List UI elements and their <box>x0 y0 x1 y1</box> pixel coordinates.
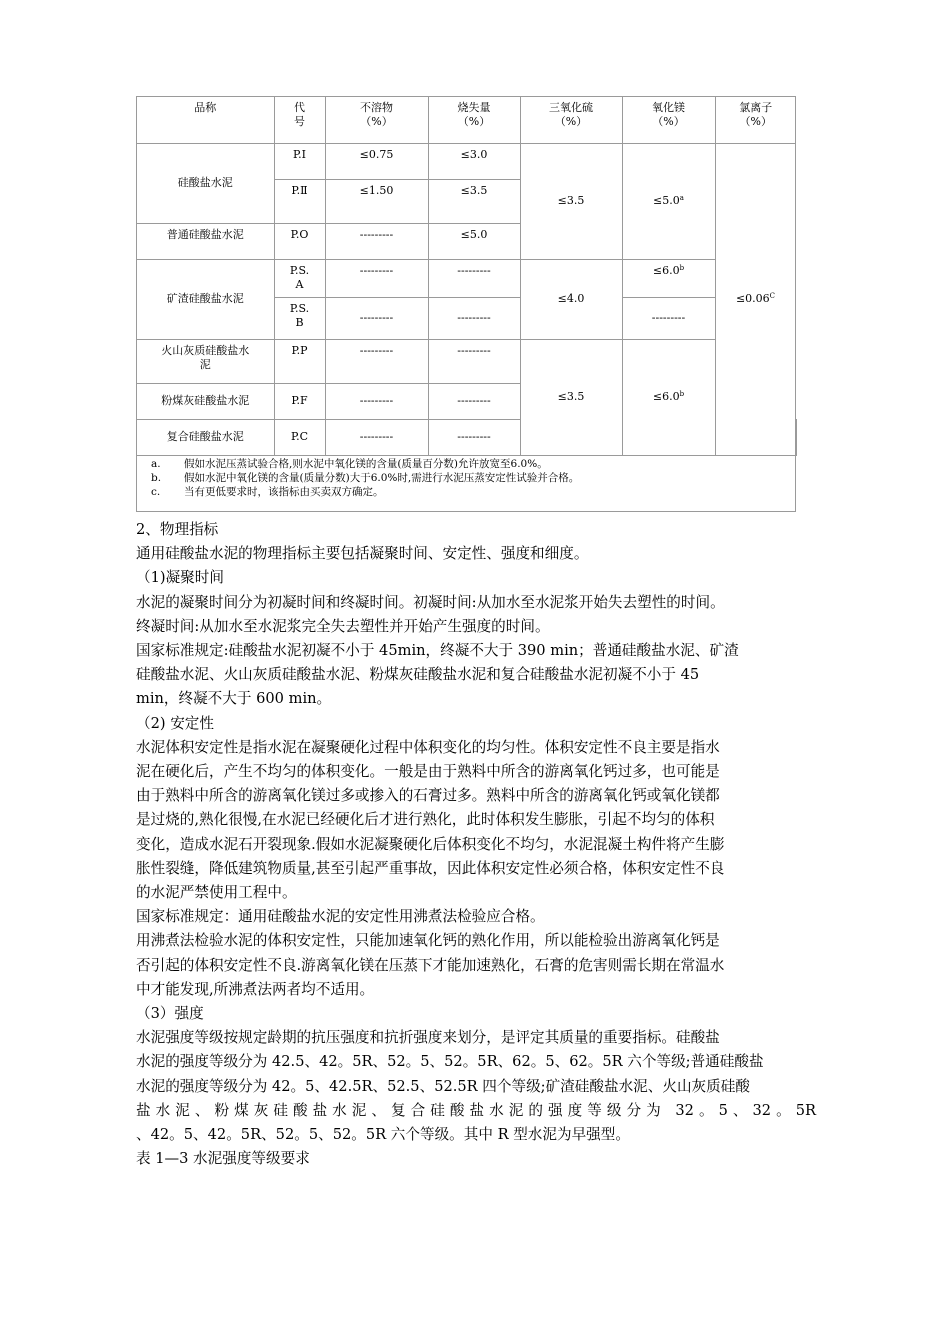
header-code: 代 号 <box>274 97 325 143</box>
setting-time-line: 水泥的凝聚时间分为初凝时间和终凝时间。初凝时间:从加水至水泥浆开始失去塑性的时间。 <box>136 593 725 611</box>
cell-insoluble: --------- <box>325 223 428 259</box>
chemical-spec-table <box>137 97 796 456</box>
cell-mgo: ≤5.0$^a$ <box>622 143 715 259</box>
setting-time-heading: （1)凝聚时间 <box>136 569 224 587</box>
cell-chloride: $\le 0.06^C$ <box>715 143 796 455</box>
cell-code: P.Ⅰ <box>274 143 325 179</box>
cell-mgo: ≤6.0$^b$ <box>622 259 715 297</box>
cell-mgo: ≤6.0$^b$ <box>622 339 715 455</box>
cell-loss: ≤3.0 <box>428 143 520 179</box>
cell-mgo: --------- <box>622 297 715 339</box>
header-insoluble: 不溶物 （%） <box>325 97 428 143</box>
cell-insoluble: --------- <box>325 419 428 455</box>
document-body <box>136 518 816 1171</box>
setting-time-line: 终凝时间:从加水至水泥浆完全失去塑性并开始产生强度的时间。 <box>136 617 550 635</box>
cell-code: P.P <box>274 339 325 383</box>
cell-code: P.S. A <box>274 259 325 297</box>
table-row <box>137 143 796 179</box>
boiling-method-line: 否引起的体积安定性不良.游离氧化镁在压蒸下才能加速熟化，石膏的危害则需长期在常温水 <box>136 956 725 974</box>
soundness-line: 是过烧的,熟化很慢,在水泥已经硬化后才进行熟化，此时体积发生膨胀，引起不均匀的体积 <box>136 811 715 829</box>
cell-loss: --------- <box>428 297 520 339</box>
strength-heading: （3）强度 <box>136 1005 204 1023</box>
cell-loss: --------- <box>428 419 520 455</box>
boiling-method-line: 中才能发现,所沸煮法两者均不适用。 <box>136 980 375 998</box>
soundness-standard: 国家标准规定：通用硅酸盐水泥的安定性用沸煮法检验应合格。 <box>136 908 545 926</box>
note-b: b. 假如水泥中氧化镁的含量(质量分数)大于6.0%时,需进行水泥压蒸安定性试验并合格。 <box>151 472 580 484</box>
boiling-method-line: 用沸煮法检验水泥的体积安定性，只能加速氧化钙的熟化作用，所以能检验出游离氧化钙是 <box>136 932 720 950</box>
table-notes <box>151 457 579 499</box>
cell-code: P.C <box>274 419 325 455</box>
cell-so3: ≤3.5 <box>520 143 622 259</box>
note-a: a. 假如水泥压蒸试验合格,则水泥中氧化镁的含量(质量百分数)允许放宽至6.0%。 <box>151 458 548 470</box>
cell-insoluble: --------- <box>325 339 428 383</box>
cell-ordinary-cement: 普通硅酸盐水泥 <box>137 223 274 259</box>
setting-standard-line: min，终凝不大于 600 min。 <box>136 690 332 708</box>
cell-loss: ≤3.5 <box>428 179 520 223</box>
cell-code: P.F <box>274 383 325 419</box>
header-magnesium-oxide: 氧化镁 （%） <box>622 97 715 143</box>
cell-insoluble: ≤0.75 <box>325 143 428 179</box>
soundness-line: 胀性裂缝，降低建筑物质量,甚至引起严重事故，因此体积安定性必须合格，体积安定性不良 <box>136 859 725 877</box>
header-sulfur-trioxide: 三氧化硫 （%） <box>520 97 622 143</box>
table-row <box>137 339 796 383</box>
strength-line: 水泥的强度等级分为 42.5、42。5R、52。5、52。5R、62。5、62。5R 六个等级;普通硅酸盐 <box>136 1053 764 1071</box>
intro-paragraph: 通用硅酸盐水泥的物理指标主要包括凝聚时间、安定性、强度和细度。 <box>136 545 589 563</box>
cell-code: P.Ⅱ <box>274 179 325 223</box>
cell-loss: ≤5.0 <box>428 223 520 259</box>
soundness-line: 泥在硬化后，产生不均匀的体积变化。一般是由于熟料中所含的游离氧化钙过多，也可能是 <box>136 763 720 781</box>
note-c: c. 当有更低要求时，该指标由买卖双方确定。 <box>151 486 384 498</box>
cell-flyash-cement: 粉煤灰硅酸盐水泥 <box>137 383 274 419</box>
soundness-line: 由于熟料中所含的游离氧化镁过多或掺入的石膏过多。熟料中所含的游离氧化钙或氧化镁都 <box>136 787 720 805</box>
cell-so3: ≤3.5 <box>520 339 622 455</box>
strength-line: 水泥强度等级按规定龄期的抗压强度和抗折强度来划分，是评定其质量的重要指标。硅酸盐 <box>136 1029 720 1047</box>
cell-insoluble: --------- <box>325 383 428 419</box>
cell-loss: --------- <box>428 259 520 297</box>
setting-standard-line: 硅酸盐水泥、火山灰质硅酸盐水泥、粉煤灰硅酸盐水泥和复合硅酸盐水泥初凝不小于 45 <box>136 666 700 684</box>
table-header-row <box>137 97 796 143</box>
cell-code: P.O <box>274 223 325 259</box>
cell-loss: --------- <box>428 383 520 419</box>
strength-line: 盐水泥、粉煤灰硅酸盐水泥、复合硅酸盐水泥的强度等级分为 32。5、32。5R <box>136 1101 816 1119</box>
cell-loss: --------- <box>428 339 520 383</box>
soundness-heading: （2) 安定性 <box>136 714 214 732</box>
section-title: 2、物理指标 <box>136 521 219 538</box>
table-row <box>137 259 796 297</box>
soundness-line: 变化，造成水泥石开裂现象.假如水泥凝聚硬化后体积变化不均匀，水泥混凝土构件将产生膨 <box>136 835 725 853</box>
header-loss-on-ignition: 烧失量 （%） <box>428 97 520 143</box>
cell-slag-cement: 矿渣硅酸盐水泥 <box>137 259 274 339</box>
header-chloride-ion: 氯离子 （%） <box>715 97 796 143</box>
cell-insoluble: --------- <box>325 259 428 297</box>
soundness-line: 的水泥严禁使用工程中。 <box>136 884 297 902</box>
cell-pozzolan-cement: 火山灰质硅酸盐水 泥 <box>137 339 274 383</box>
cell-silicate-cement: 硅酸盐水泥 <box>137 143 274 223</box>
strength-line: 水泥的强度等级分为 42。5、42.5R、52.5、52.5R 四个等级;矿渣硅酸盐水泥、火山灰质硅酸 <box>136 1077 750 1095</box>
table-caption: 表 1—3 水泥强度等级要求 <box>136 1150 310 1168</box>
chemical-spec-table-frame <box>136 96 796 512</box>
cell-code: P.S. B <box>274 297 325 339</box>
soundness-line: 水泥体积安定性是指水泥在凝聚硬化过程中体积变化的均匀性。体积安定性不良主要是指水 <box>136 738 720 756</box>
setting-standard-line: 国家标准规定:硅酸盐水泥初凝不小于 45min，终凝不大于 390 min；普通硅酸盐水泥、矿渣 <box>136 642 739 660</box>
cell-so3: ≤4.0 <box>520 259 622 339</box>
cell-insoluble: ≤1.50 <box>325 179 428 223</box>
header-name: 品称 <box>137 97 274 143</box>
cell-composite-cement: 复合硅酸盐水泥 <box>137 419 274 455</box>
strength-line: 、42。5、42。5R、52。5、52。5R 六个等级。其中 R 型水泥为早强型。 <box>136 1126 630 1144</box>
cell-insoluble: --------- <box>325 297 428 339</box>
